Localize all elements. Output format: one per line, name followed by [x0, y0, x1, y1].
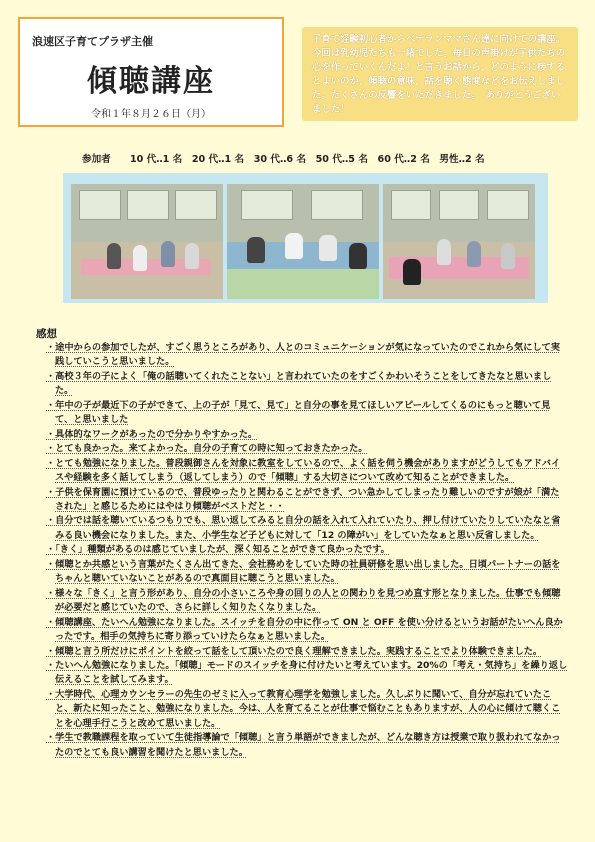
list-item: ・傾聴講座、たいへん勉強になりました。スイッチを自分の中に作って ON と OFF を使い分けるというお話がたいへん良かったです。相手の気持ちに寄り添っていけたらなぁと思いました。 [46, 616, 563, 643]
list-item: ・たいへん勉強になりました。「傾聴」モードのスイッチを身に付けたいと考えています。20%の「考え・気持ち」を繰り返し伝えることを試してみます。 [46, 659, 568, 686]
list-item: ・傾聴と言う所だけにポイントを絞って話をして頂いたので良く理解できました。実践することでより体験できました。 [46, 645, 543, 657]
list-item: ・学生で教職課程を取っていて生徒指導論で「傾聴」と言う単語ができましたが、どんな聴き方は授業で取り扱われてなかったのでとても良い講習を聞けたと思いました。 [46, 732, 561, 758]
intro-box: 子育て経験初心者からベテランママさん達に向けての講座。今回は乳幼児たちも一緒でした。毎日の声掛けが子供たちの心を作っていくんだよ！と言うお話から、どのように接するとよいのか、傾聴の意味、話を聴く態度などをお伝えしました。たくさんの反響をいただきました。 ありがとうございました！ [302, 27, 578, 121]
list-item: ・とても良かった。来てよかった。自分の子育ての時に知っておきたかった。 [46, 443, 368, 455]
photo-panel [63, 173, 548, 303]
list-item: ・傾聴とか共感という言葉がたくさん出てきた、会社務めをしていた時の社員研修を思い出しました。日頃パートナーの話をちゃんと聴いていないことがあるので真面目に聴こうと思いました。 [46, 558, 561, 585]
list-item: ・年中の子が最近下の子ができて、上の子が「見て、見て」と自分の事を見てほしいアピールしてくるのにもっと聴いて見て、と思いました [46, 399, 551, 426]
list-item: ・子供を保育園に預けているので、普段ゆったりと関わることができず、つい急かしてしまったり難しいのですが娘が「満たされた」と感じるためにはやはり傾聴がベストだと・・ [46, 486, 560, 512]
impressions-heading: 感想 [36, 328, 57, 340]
impressions-list [46, 341, 568, 760]
list-item: ・具体的なワークがあったので分かりやすかった。 [46, 428, 258, 440]
photo-right [383, 184, 535, 299]
list-item: ・大学時代、心理カウンセラーの先生のゼミに入って教育心理学を勉強しました。久しぶりに聞いて、自分が忘れていたこと、新たに知ったこと、勉強になりました。今は、人を育てることが仕事で悩むこともありますが、人の心に傾けて聴くことを心理手行こうと改めて思いました。 [46, 688, 561, 729]
page-title: 傾聴講座 [87, 64, 215, 99]
list-item: ・自分では話を聴いているつもりでも、思い返してみると自分の話を入れて入れていたり、押し付けていたりしていたなと省みる良い機会になりました。また、小学生など子どもに対して「12 の障がい」をしていたなぁと思い反省しました。 [46, 515, 561, 541]
title-box [18, 17, 284, 127]
list-item: ・様々な「きく」と言う形があり、自分の小さいころや身の回りの人との関わりを見つめ直す形となりました。仕事でも傾聴が必要だと感じていたので、さらに詳しく知りたくなりました。 [46, 587, 561, 614]
list-item: ・高校３年の子によく「俺の話聴いてくれたことない」と言われていたのをすごくかわいそうことをしてきたなと思いました。 [46, 370, 552, 397]
organizer-label: 浪速区子育てプラザ主催 [32, 35, 153, 48]
list-item: ・「きく」種類があるのは感じていましたが、深く知ることができて良かったです。 [46, 544, 390, 556]
photo-center [227, 184, 379, 299]
photo-left [71, 184, 223, 299]
event-date: 令和１年８月２６日（月） [91, 109, 211, 120]
list-item: ・途中からの参加でしたが、すごく思うところがあり、人とのコミュニケーションが気になっていたのでこれから気にして実践していこうと思いました。 [46, 342, 560, 368]
list-item: ・とても勉強になりました。普段親御さんを対象に教室をしているので、よく話を伺う機会がありますがどうしてもアドバイスや経験を多く話してしまう（返してしまう）ので「傾聴」する大切さについて改めて知ることができました。 [46, 457, 561, 484]
participants-line: 参加者 10 代‥1 名 20 代‥1 名 30 代‥6 名 50 代‥5 名 60 代‥2 名 男性‥2 名 [82, 154, 485, 165]
